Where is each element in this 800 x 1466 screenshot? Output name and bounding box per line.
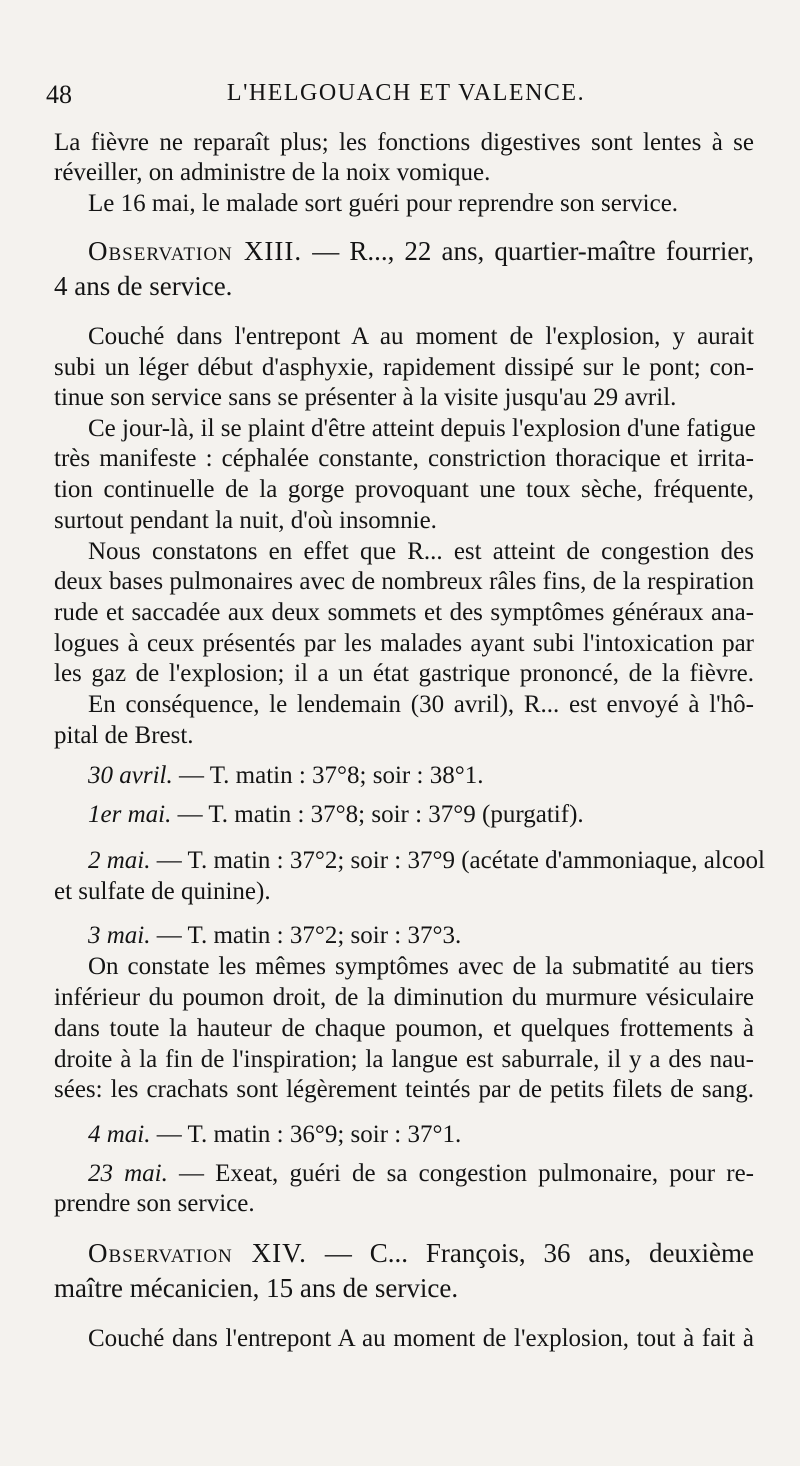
- page-header: [46, 80, 766, 116]
- text-line: dans toute la hauteur de chaque poumon, et quelques frottements à: [54, 1015, 754, 1042]
- entry-date: 2 mai.: [88, 847, 151, 874]
- entry-date: 1er mai.: [88, 801, 172, 828]
- text-line: rude et saccadée aux deux sommets et des symptômes généraux ana-: [54, 599, 754, 626]
- entry-text: — T. matin : 36°9; soir : 37°1.: [150, 1121, 462, 1148]
- entry-date: 30 avril.: [88, 762, 173, 789]
- running-title: L'HELGOUACH ET VALENCE.: [226, 80, 586, 106]
- temperature-entry: [88, 1119, 754, 1151]
- temperature-entry: [88, 845, 765, 877]
- text-line: droite à la fin de l'inspiration; la langue est saburrale, il y a des nau-: [54, 1046, 754, 1073]
- entry-text: — T. matin : 37°8; soir : 38°1.: [172, 762, 484, 789]
- entry-text: — T. matin : 37°8; soir : 37°9 (purgatif).: [171, 801, 584, 828]
- text-line: subi un léger début d'asphyxie, rapidement dissipé sur le pont; con-: [54, 354, 754, 381]
- text-line: très manifeste : céphalée constante, constriction thoracique et irrita-: [54, 445, 754, 472]
- observation-xiv-heading: [88, 1237, 754, 1269]
- text-line: deux bases pulmonaires avec de nombreux râles fins, de la respiration: [54, 568, 754, 595]
- temperature-entry: [88, 760, 754, 792]
- temperature-entry: [88, 1158, 754, 1190]
- page-number: 48: [46, 80, 72, 109]
- text-line: On constate les mêmes symptômes avec de la submatité au tiers: [88, 953, 754, 980]
- text-line: logues à ceux présentés par les malades ayant subi l'intoxication par: [54, 630, 754, 657]
- text-line: Couché dans l'entrepont A au moment de l'explosion, y aurait: [88, 323, 754, 350]
- entry-date: 3 mai.: [88, 922, 151, 949]
- temperature-entry: [88, 920, 754, 952]
- text-line: Le 16 mai, le malade sort guéri pour reprendre son service.: [88, 190, 679, 217]
- observation-xiii-heading: [88, 235, 754, 267]
- text-line: tinue son service sans se présenter à la visite jusqu'au 29 avril.: [54, 384, 677, 411]
- temperature-entry: [88, 799, 754, 831]
- entry-text: — T. matin : 37°2; soir : 37°3.: [150, 922, 462, 949]
- text-line: réveiller, on administre de la noix vomique.: [54, 159, 491, 186]
- text-line: Couché dans l'entrepont A au moment de l'explosion, tout à fait à: [88, 1325, 754, 1352]
- entry-text: — Exeat, guéri de sa congestion pulmonaire, pour re-: [167, 1160, 755, 1187]
- text-line: maître mécanicien, 15 ans de service.: [54, 1273, 459, 1303]
- text-line: inférieur du poumon droit, de la diminution du murmure vésiculaire: [54, 984, 754, 1011]
- observation-subject: — R..., 22 ans, quartier-maître fourrier,: [302, 236, 754, 266]
- text-line: tion continuelle de la gorge provoquant une toux sèche, fréquente,: [54, 476, 754, 503]
- entry-date: 23 mai.: [88, 1160, 168, 1187]
- text-line: La fièvre ne reparaît plus; les fonctions digestives sont lentes à se: [54, 129, 754, 156]
- text-line: les gaz de l'explosion; il a un état gastrique prononcé, de la fièvre.: [54, 660, 754, 687]
- text-line: 4 ans de service.: [54, 271, 233, 301]
- text-line: pital de Brest.: [54, 722, 194, 749]
- observation-label: Observation XIV.: [88, 1238, 307, 1268]
- observation-label: Observation XIII.: [88, 236, 303, 266]
- text-line: surtout pendant la nuit, d'où insomnie.: [54, 507, 437, 534]
- text-line: Ce jour-là, il se plaint d'être atteint depuis l'explosion d'une fatigue: [88, 415, 756, 442]
- observation-subject: — C... François, 36 ans, deuxième: [306, 1238, 754, 1268]
- text-line: En conséquence, le lendemain (30 avril), R... est envoyé à l'hô-: [88, 691, 754, 718]
- text-line: sées: les crachats sont légèrement teintés par de petits filets de sang.: [54, 1076, 754, 1103]
- text-line: prendre son service.: [54, 1190, 255, 1217]
- text-line: Nous constatons en effet que R... est atteint de congestion des: [88, 538, 754, 565]
- entry-date: 4 mai.: [88, 1121, 151, 1148]
- text-line: et sulfate de quinine).: [54, 878, 271, 905]
- entry-text: — T. matin : 37°2; soir : 37°9 (acétate d'ammoniaque, alcool: [150, 847, 765, 874]
